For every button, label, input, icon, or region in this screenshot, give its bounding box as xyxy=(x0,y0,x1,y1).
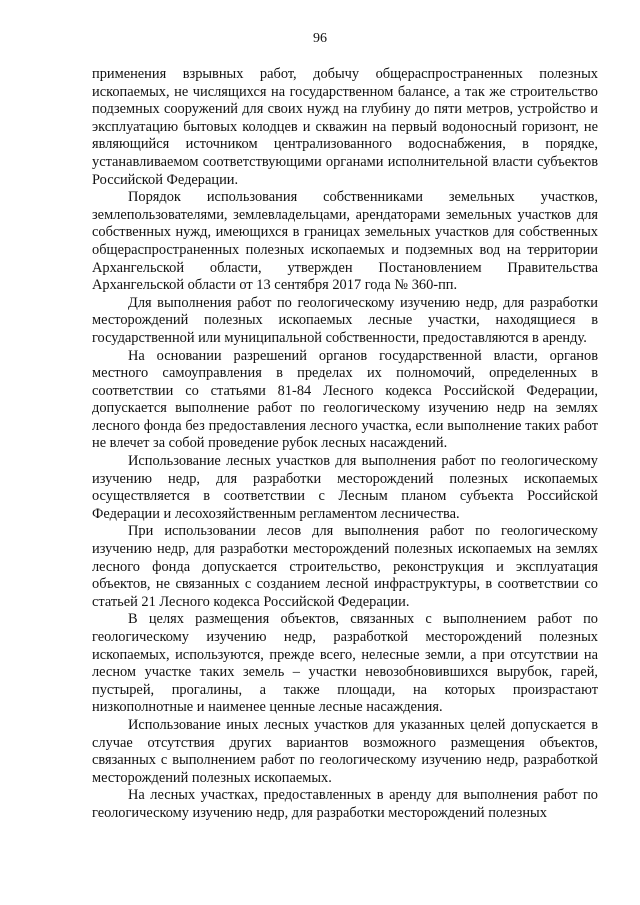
paragraph-2: Порядок использования собственниками земельных участков, землепользователями, землевладельцами, арендаторами земельных участков для собственных нужд, имеющихся в границах земельных участков для собственных общераспространенных полезных ископаемых и подземных вод на территории Архангельской области, утвержден Постановлением Правительства Архангельской области от 13 сентября 2017 года № 360-пп. xyxy=(92,189,598,294)
paragraph-7: В целях размещения объектов, связанных с выполнением работ по геологическому изучению недр, разработкой месторождений полезных ископаемых, используются, прежде всего, нелесные земли, а при отсутствии на лесном участке таких земель – участки невозобновившихся вырубок, гарей, пустырей, прогалины, а также площади, на которых произрастают низкополнотные и наименее ценные лесные насаждения. xyxy=(92,611,598,716)
paragraph-9: На лесных участках, предоставленных в аренду для выполнения работ по геологическому изучению недр, для разработки месторождений полезных xyxy=(92,787,598,821)
paragraph-1: применения взрывных работ, добычу общераспространенных полезных ископаемых, не числящихся на государственном балансе, а так же строительство подземных сооружений для своих нужд на глубину до пяти метров, устройство и эксплуатацию бытовых колодцев и скважин на первый водоносный горизонт, не являющийся источником централизованного водоснабжения, в порядке, устанавливаемом соответствующими органами исполнительной власти субъектов Российской Федерации. xyxy=(92,66,598,188)
paragraph-8: Использование иных лесных участков для указанных целей допускается в случае отсутствия других вариантов возможного размещения объектов, связанных с выполнением работ по геологическому изучению недр, разработкой месторождений полезных ископаемых. xyxy=(92,716,598,786)
paragraph-4: На основании разрешений органов государственной власти, органов местного самоуправления в пределах их полномочий, определенных в соответствии со статьями 81-84 Лесного кодекса Российской Федерации, допускается выполнение работ по геологическому изучению недр на землях лесного фонда без предоставления лесного участка, если выполнение таких работ не влечет за собой проведение рубок лесных насаждений. xyxy=(92,347,598,452)
document-body xyxy=(92,66,598,823)
paragraph-5: Использование лесных участков для выполнения работ по геологическому изучению недр, для разработки месторождений полезных ископаемых осуществляется в соответствии с Лесным планом субъекта Российской Федерации и лесохозяйственным регламентом лесничества. xyxy=(92,453,598,522)
page-number: 96 xyxy=(313,31,327,46)
paragraph-3: Для выполнения работ по геологическому изучению недр, для разработки месторождений полезных ископаемых лесные участки, находящиеся в государственной или муниципальной собственности, предоставляются в аренду. xyxy=(92,294,598,346)
paragraph-6: При использовании лесов для выполнения работ по геологическому изучению недр, для разработки месторождений полезных ископаемых на землях лесного фонда допускается строительство, реконструкция и эксплуатация объектов, не связанных с созданием лесной инфраструктуры, в соответствии со статьей 21 Лесного кодекса Российской Федерации. xyxy=(92,523,598,610)
